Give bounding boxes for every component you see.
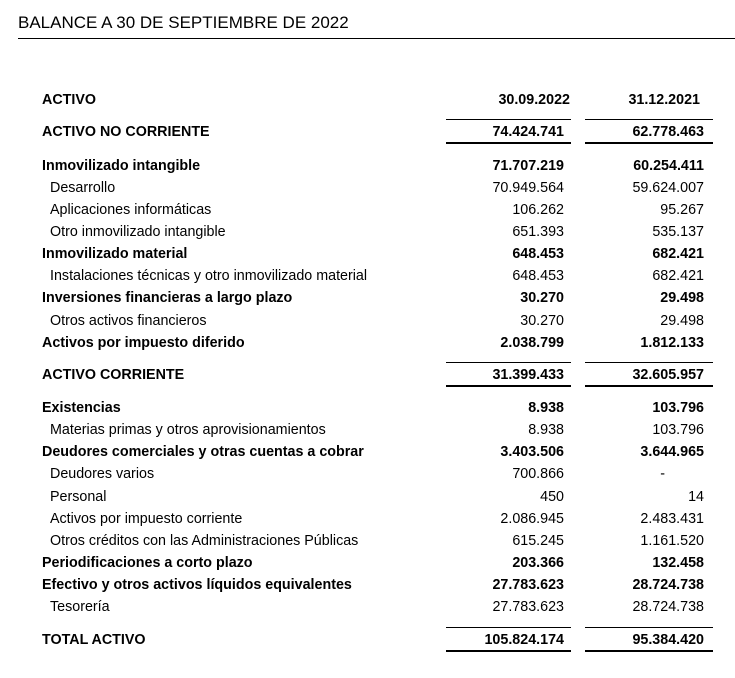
table-row	[42, 265, 722, 287]
table-row	[42, 310, 722, 332]
row-label: Otro inmovilizado intangible	[50, 224, 226, 240]
value-2022: 74.424.741	[492, 124, 564, 140]
row-label: TOTAL ACTIVO	[42, 632, 146, 648]
table-row	[42, 508, 722, 530]
total-rule-top	[446, 362, 571, 363]
table-header	[42, 89, 722, 111]
value-2022: 648.453	[512, 246, 564, 262]
value-2022: 8.938	[528, 422, 564, 438]
value-2021: 29.498	[660, 313, 704, 329]
value-2021: 32.605.957	[632, 367, 704, 383]
row-label: Existencias	[42, 400, 121, 416]
value-2022: 8.938	[528, 400, 564, 416]
value-2022: 648.453	[512, 268, 564, 284]
value-2021: 3.644.965	[640, 444, 704, 460]
row-label: Aplicaciones informáticas	[50, 202, 212, 218]
header-col-2021: 31.12.2021	[628, 92, 700, 108]
value-2022: 70.949.564	[492, 180, 564, 196]
row-label: ACTIVO NO CORRIENTE	[42, 124, 210, 140]
value-2022: 700.866	[512, 466, 564, 482]
value-2022: 2.038.799	[500, 335, 564, 351]
row-label: ACTIVO CORRIENTE	[42, 367, 185, 383]
total-rule-bottom	[446, 385, 571, 387]
table-row	[42, 177, 722, 199]
value-2021: 1.161.520	[640, 533, 704, 549]
total-rule-bottom	[585, 385, 713, 387]
value-2022: 3.403.506	[500, 444, 564, 460]
row-label: Tesorería	[50, 599, 110, 615]
value-2021: 103.796	[652, 400, 704, 416]
value-2021: 28.724.738	[632, 599, 704, 615]
table-row	[42, 121, 722, 143]
value-2021: 14	[688, 489, 704, 505]
value-2021: 29.498	[660, 290, 704, 306]
value-2022: 30.270	[520, 313, 564, 329]
value-2022: 71.707.219	[492, 158, 564, 174]
value-2022: 106.262	[512, 202, 564, 218]
row-label: Activos por impuesto corriente	[50, 511, 243, 527]
table-row	[42, 463, 722, 485]
total-rule-top	[585, 119, 713, 120]
row-label: Deudores comerciales y otras cuentas a cobrar	[42, 444, 364, 460]
row-label: Desarrollo	[50, 180, 116, 196]
table-row	[42, 419, 722, 441]
row-label: Instalaciones técnicas y otro inmovilizado material	[50, 268, 368, 284]
total-rule-bottom	[585, 142, 713, 144]
value-2021: 132.458	[652, 555, 704, 571]
row-label: Efectivo y otros activos líquidos equivalentes	[42, 577, 352, 593]
value-2022: 31.399.433	[492, 367, 564, 383]
header-label: ACTIVO	[42, 92, 97, 108]
row-label: Periodificaciones a corto plazo	[42, 555, 253, 571]
table-row	[42, 397, 722, 419]
total-rule-bottom	[446, 650, 571, 652]
value-2021: 95.267	[660, 202, 704, 218]
header-col-2022: 30.09.2022	[498, 92, 570, 108]
table-row	[42, 221, 722, 243]
value-2021: 59.624.007	[632, 180, 704, 196]
row-label: Inversiones financieras a largo plazo	[42, 290, 293, 306]
total-rule-top	[446, 119, 571, 120]
value-2021: 682.421	[652, 268, 704, 284]
value-2021: 535.137	[652, 224, 704, 240]
row-label: Materias primas y otros aprovisionamientos	[50, 422, 326, 438]
value-2021: 95.384.420	[632, 632, 704, 648]
table-row	[42, 486, 722, 508]
table-row	[42, 629, 722, 651]
table-row	[42, 155, 722, 177]
total-rule-top	[585, 627, 713, 628]
document-title: BALANCE A 30 DE SEPTIEMBRE DE 2022	[18, 13, 349, 32]
table-row	[42, 332, 722, 354]
row-label: Personal	[50, 489, 107, 505]
total-rule-top	[585, 362, 713, 363]
total-rule-bottom	[585, 650, 713, 652]
value-2022: 203.366	[512, 555, 564, 571]
value-2022: 30.270	[520, 290, 564, 306]
value-2022: 651.393	[512, 224, 564, 240]
value-2021: 682.421	[652, 246, 704, 262]
value-2021: -	[660, 466, 665, 482]
value-2021: 2.483.431	[640, 511, 704, 527]
value-2021: 28.724.738	[632, 577, 704, 593]
table-row	[42, 287, 722, 309]
value-2022: 2.086.945	[500, 511, 564, 527]
row-label: Activos por impuesto diferido	[42, 335, 245, 351]
table-row	[42, 199, 722, 221]
title-divider	[18, 38, 735, 39]
table-row	[42, 552, 722, 574]
table-row	[42, 530, 722, 552]
row-label: Otros activos financieros	[50, 313, 207, 329]
table-row	[42, 364, 722, 386]
value-2022: 450	[540, 489, 564, 505]
table-row	[42, 574, 722, 596]
value-2022: 27.783.623	[492, 599, 564, 615]
value-2021: 62.778.463	[632, 124, 704, 140]
table-row	[42, 243, 722, 265]
row-label: Inmovilizado material	[42, 246, 188, 262]
value-2022: 27.783.623	[492, 577, 564, 593]
value-2022: 615.245	[512, 533, 564, 549]
value-2022: 105.824.174	[484, 632, 564, 648]
row-label: Deudores varios	[50, 466, 155, 482]
total-rule-bottom	[446, 142, 571, 144]
value-2021: 1.812.133	[640, 335, 704, 351]
value-2021: 60.254.411	[633, 158, 704, 174]
row-label: Otros créditos con las Administraciones Públicas	[50, 533, 359, 549]
table-row	[42, 596, 722, 618]
value-2021: 103.796	[652, 422, 704, 438]
total-rule-top	[446, 627, 571, 628]
row-label: Inmovilizado intangible	[42, 158, 201, 174]
table-row	[42, 441, 722, 463]
